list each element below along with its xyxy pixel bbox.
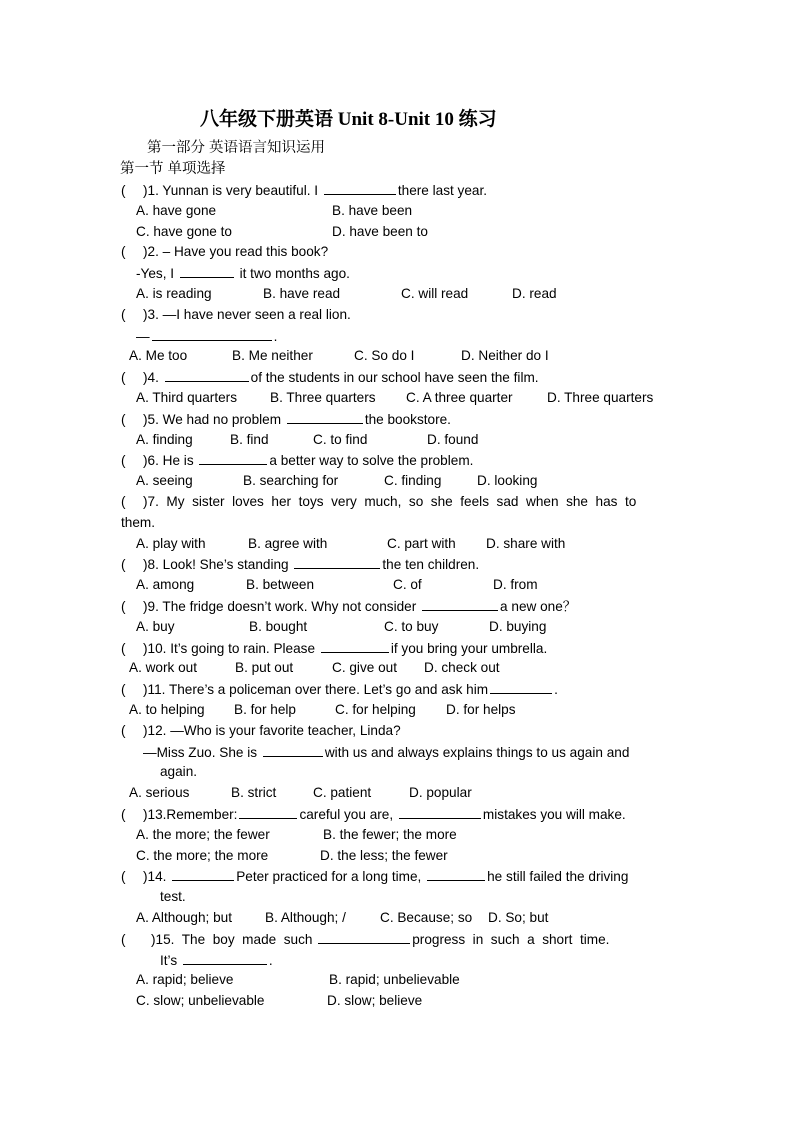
option-a: A. finding xyxy=(136,432,193,447)
answer-blank xyxy=(321,639,389,653)
option-b: B. put out xyxy=(235,660,294,675)
option-c: C. have gone to xyxy=(136,224,232,239)
option-b: B. agree with xyxy=(248,536,328,551)
option-b: B. bought xyxy=(249,619,308,634)
option-a: A. have gone xyxy=(136,203,217,218)
answer-blank xyxy=(172,867,234,881)
option-b: B. strict xyxy=(231,785,277,800)
page-title: 八年级下册英语 Unit 8-Unit 10 练习 xyxy=(200,109,497,130)
answer-blank xyxy=(490,680,552,694)
option-d: D. found xyxy=(427,432,479,447)
option-c: C. give out xyxy=(332,660,397,675)
question-5: ( )5. We had no problem the bookstore. xyxy=(121,412,451,427)
question-12: ( )12. —Who is your favorite teacher, Linda? xyxy=(121,723,401,738)
answer-blank xyxy=(427,867,485,881)
answer-blank xyxy=(239,805,297,819)
option-d: D. buying xyxy=(489,619,547,634)
answer-blank xyxy=(165,368,249,382)
option-c: C. patient xyxy=(313,785,372,800)
option-d: D. for helps xyxy=(446,702,516,717)
option-a: A. rapid; believe xyxy=(136,972,234,987)
option-c: C. to buy xyxy=(384,619,439,634)
option-a: A. Although; but xyxy=(136,910,232,925)
option-b: B. Three quarters xyxy=(270,390,376,405)
option-c: C. So do I xyxy=(354,348,415,363)
question-12-reply: —Miss Zuo. She is with us and always explains things to us again and xyxy=(143,745,630,760)
question-4: ( )4. of the students in our school have seen the film. xyxy=(121,370,539,385)
option-c: C. the more; the more xyxy=(136,848,269,863)
answer-blank xyxy=(324,181,396,195)
question-12-cont: again. xyxy=(160,764,198,779)
option-c: C. will read xyxy=(401,286,469,301)
option-d: D. read xyxy=(512,286,557,301)
answer-blank xyxy=(287,410,363,424)
option-a: A. to helping xyxy=(129,702,205,717)
answer-blank xyxy=(180,264,234,278)
question-14-cont: test. xyxy=(160,889,186,904)
option-c: C. for helping xyxy=(335,702,416,717)
option-c: C. of xyxy=(393,577,422,592)
option-a: A. play with xyxy=(136,536,206,551)
question-1: ( )1. Yunnan is very beautiful. I there last year. xyxy=(121,183,488,198)
option-a: A. seeing xyxy=(136,473,193,488)
option-a: A. buy xyxy=(136,619,175,634)
option-b: B. searching for xyxy=(243,473,339,488)
option-b: B. the fewer; the more xyxy=(323,827,457,842)
option-b: B. Me neither xyxy=(232,348,313,363)
option-d: D. check out xyxy=(424,660,500,675)
question-10: ( )10. It’s going to rain. Please if you bring your umbrella. xyxy=(121,641,548,656)
answer-blank xyxy=(318,930,410,944)
question-15-cont: It’s . xyxy=(160,953,273,968)
question-2-reply: -Yes, I it two months ago. xyxy=(136,266,350,281)
option-b: B. have read xyxy=(263,286,341,301)
option-a: A. the more; the fewer xyxy=(136,827,270,842)
option-b: B. for help xyxy=(234,702,296,717)
answer-blank xyxy=(152,327,272,341)
option-c: C. Because; so xyxy=(380,910,473,925)
option-b: B. between xyxy=(246,577,315,592)
option-d: D. So; but xyxy=(488,910,549,925)
answer-blank xyxy=(399,805,481,819)
option-d: D. Three quarters xyxy=(547,390,654,405)
option-d: D. popular xyxy=(409,785,472,800)
answer-blank xyxy=(263,743,323,757)
option-b: B. have been xyxy=(332,203,413,218)
option-d: D. Neither do I xyxy=(461,348,549,363)
option-d: D. from xyxy=(493,577,538,592)
option-d: D. have been to xyxy=(332,224,428,239)
question-8: ( )8. Look! She’s standing the ten children. xyxy=(121,557,480,572)
option-a: A. among xyxy=(136,577,195,592)
option-d: D. slow; believe xyxy=(327,993,423,1008)
question-14: ( )14. Peter practiced for a long time, he still failed the driving xyxy=(121,869,629,884)
option-c: C. A three quarter xyxy=(406,390,513,405)
question-13: ( )13.Remember: careful you are, mistakes you will make. xyxy=(121,807,626,822)
question-6: ( )6. He is a better way to solve the problem. xyxy=(121,453,474,468)
option-a: A. is reading xyxy=(136,286,212,301)
question-7: ( )7. My sister loves her toys very much, so she feels sad when she has to xyxy=(121,494,637,509)
answer-blank xyxy=(294,555,380,569)
question-3-reply: — . xyxy=(136,329,278,344)
question-3: ( )3. —I have never seen a real lion. xyxy=(121,307,351,322)
question-11: ( )11. There’s a policeman over there. Let’s go and ask him . xyxy=(121,682,558,697)
section-heading: 第一节 单项选择 xyxy=(120,161,226,177)
option-d: D. the less; the fewer xyxy=(320,848,448,863)
option-d: D. looking xyxy=(477,473,538,488)
option-b: B. find xyxy=(230,432,269,447)
answer-blank xyxy=(183,951,267,965)
option-b: B. rapid; unbelievable xyxy=(329,972,460,987)
question-9: ( )9. The fridge doesn’t work. Why not consider a new one？ xyxy=(121,599,577,614)
option-c: C. part with xyxy=(387,536,456,551)
question-2: ( )2. – Have you read this book? xyxy=(121,244,329,259)
option-a: A. Me too xyxy=(129,348,188,363)
option-a: A. Third quarters xyxy=(136,390,237,405)
option-c: C. slow; unbelievable xyxy=(136,993,265,1008)
option-a: A. serious xyxy=(129,785,190,800)
option-a: A. work out xyxy=(129,660,197,675)
option-c: C. finding xyxy=(384,473,442,488)
part-heading: 第一部分 英语语言知识运用 xyxy=(147,140,326,156)
answer-blank xyxy=(422,597,498,611)
option-d: D. share with xyxy=(486,536,566,551)
answer-blank xyxy=(199,451,267,465)
option-c: C. to find xyxy=(313,432,368,447)
question-7-cont: them. xyxy=(121,515,155,530)
option-b: B. Although; / xyxy=(265,910,346,925)
question-15: ( )15. The boy made such progress in such a short time. xyxy=(121,932,610,947)
